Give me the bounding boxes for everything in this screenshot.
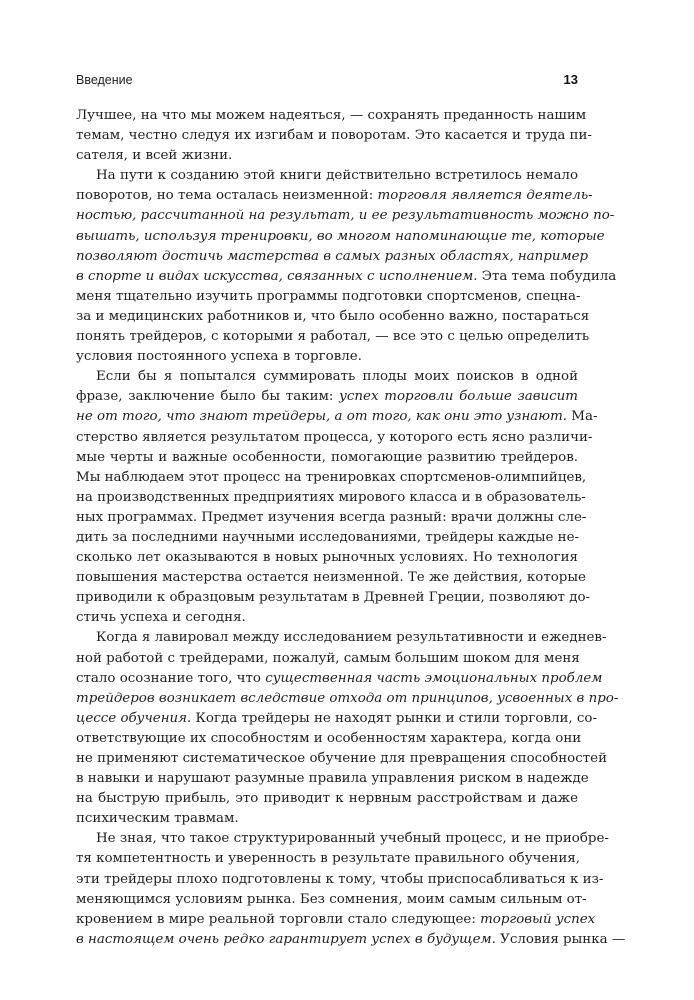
- italic-text: существенная часть эмоциональных проблем: [265, 670, 603, 686]
- italic-text: в настоящем очень редко гарантирует успех в будущем: [76, 931, 492, 947]
- running-header: [76, 72, 578, 90]
- text-line: [76, 689, 619, 709]
- text-line: [76, 508, 587, 528]
- text-line: [76, 287, 581, 307]
- text-run: . Когда трейдеры не находят рынки и стили торговли, со-: [187, 710, 598, 726]
- text-run: психическим травмам.: [76, 811, 239, 827]
- text-line: [76, 407, 598, 427]
- text-line: [76, 307, 590, 327]
- text-run: повышения мастерства остается неизменной. Те же действия, которые: [76, 570, 586, 586]
- text-run: стичь успеха и сегодня.: [76, 610, 246, 626]
- text-line: [76, 649, 578, 669]
- text-line: [76, 870, 604, 890]
- text-line: [76, 186, 593, 206]
- text-run: сателя, и всей жизни.: [76, 148, 233, 164]
- text-run: Если бы я попытался суммировать плоды моих поисков в одной: [96, 369, 578, 385]
- text-run: кровением в мире реальной торговли стало следующее:: [76, 911, 481, 927]
- text-line: [76, 568, 586, 588]
- text-line: [76, 769, 589, 789]
- text-run: эти трейдеры плохо подготовлены к тому, чтобы приспосабливаться к из-: [76, 871, 604, 887]
- text-line: [76, 126, 592, 146]
- text-run: приводили к образцовым результатам в Древней Греции, позволяют до-: [76, 590, 591, 606]
- text-line: [76, 809, 578, 829]
- text-run: поворотов, но тема осталась неизменной:: [76, 188, 378, 204]
- italic-text: в спорте и видах искусства, связанных с исполнением.: [76, 268, 478, 284]
- text-run: Не зная, что такое структурированный учебный процесс, и не приобре-: [96, 831, 609, 847]
- text-line: [76, 146, 578, 166]
- text-line: [76, 729, 582, 749]
- text-run: стерство является результатом процесса, у которого есть ясно различи-: [76, 429, 593, 445]
- text-run: на производственных предприятиях мирового класса и в образователь-: [76, 489, 586, 505]
- text-line: [76, 347, 578, 367]
- text-run: условия постоянного успеха в торговле.: [76, 349, 362, 365]
- text-line: [76, 227, 605, 247]
- text-run: на быструю прибыль, это приводит к нервным расстройствам и даже: [76, 791, 578, 807]
- text-line: [76, 608, 578, 628]
- text-run: На пути к созданию этой книги действительно встретилось немало: [96, 168, 578, 184]
- text-line: [76, 428, 593, 448]
- text-line: [76, 890, 587, 910]
- section-title: Введение: [76, 73, 133, 87]
- text-run: ных программах. Предмет изучения всегда разный: врачи должны сле-: [76, 509, 587, 525]
- italic-text: торговля является деятель-: [377, 188, 593, 204]
- italic-text: не от того, что знают трейдеры, а от того, как они это узнают.: [76, 409, 568, 425]
- text-run: стало осознание того, что: [76, 670, 266, 686]
- text-line: [76, 367, 578, 387]
- italic-text: цессе обучения: [76, 710, 188, 726]
- text-line: [76, 669, 603, 689]
- text-line: [76, 327, 590, 347]
- text-run: не применяют систематическое обучение для превращения способностей: [76, 751, 608, 766]
- text-run: тя компетентность и уверенность в результате правильного обучения,: [76, 851, 580, 867]
- text-run: темам, честно следуя их изгибам и поворотам. Это касается и труда пи-: [76, 128, 592, 144]
- italic-text: трейдеров возникает вследствие отхода от принципов, усвоенных в про-: [76, 690, 619, 706]
- text-run: меняющимся условиям рынка. Без сомнения, моим самым сильным от-: [76, 891, 587, 907]
- text-run: ответствующие их способностям и особенностям характера, когда они: [76, 730, 582, 746]
- body-text: [76, 106, 626, 950]
- text-run: Эта тема побудила: [477, 268, 617, 284]
- text-run: в навыки и нарушают разумные правила управления риском в надежде: [76, 771, 589, 787]
- text-line: [76, 709, 598, 729]
- italic-text: позволяют достичь мастерства в самых разных областях, например: [76, 248, 589, 264]
- text-line: [76, 488, 586, 508]
- page-number: 13: [563, 72, 578, 87]
- text-line: [76, 468, 587, 488]
- text-line: [76, 528, 578, 548]
- text-run: мые черты и важные особенности, помогающие развитию трейдеров.: [76, 449, 578, 465]
- text-line: [76, 749, 608, 769]
- text-line: [76, 548, 578, 568]
- text-line: [76, 387, 578, 407]
- text-run: ной работой с трейдерами, пожалуй, самым большим шоком для меня: [76, 650, 580, 666]
- text-run: понять трейдеров, с которыми я работал, — все это с целью определить: [76, 329, 590, 345]
- text-line: [76, 829, 609, 849]
- italic-text: ностью, рассчитанной на результат, и ее результативность можно по-: [76, 208, 615, 224]
- text-run: фразе, заключение было бы таким:: [76, 389, 340, 405]
- text-line: [76, 166, 578, 186]
- text-run: дить за последними научными исследованиями, трейдеры каждые не-: [76, 529, 580, 545]
- italic-text: успех торговли больше зависит: [339, 389, 578, 405]
- text-line: [76, 628, 607, 648]
- text-line: [76, 448, 578, 468]
- text-line: [76, 267, 617, 287]
- text-line: [76, 206, 615, 226]
- text-run: Мы наблюдаем этот процесс на тренировках спортсменов-олимпийцев,: [76, 469, 587, 485]
- text-line: [76, 930, 626, 950]
- text-line: [76, 849, 578, 869]
- text-run: сколько лет оказываются в новых рыночных условиях. Но технология: [76, 550, 578, 566]
- text-run: меня тщательно изучить программы подготовки спортсменов, спецна-: [76, 288, 581, 304]
- text-run: . Условия рынка —: [491, 931, 626, 947]
- text-line: [76, 106, 587, 126]
- text-line: [76, 588, 591, 608]
- text-line: [76, 789, 578, 809]
- text-run: Лучшее, на что мы можем надеяться, — сохранять преданность нашим: [76, 108, 587, 123]
- text-run: за и медицинских работников и, что было особенно важно, постараться: [76, 308, 590, 324]
- italic-text: вышать, используя тренировки, во многом напоминающие те, которые: [76, 228, 605, 244]
- text-run: Ма-: [567, 409, 598, 425]
- text-line: [76, 247, 589, 267]
- text-line: [76, 910, 596, 930]
- text-run: Когда я лавировал между исследованием результативности и ежеднев-: [96, 630, 607, 646]
- italic-text: торговый успех: [480, 911, 596, 927]
